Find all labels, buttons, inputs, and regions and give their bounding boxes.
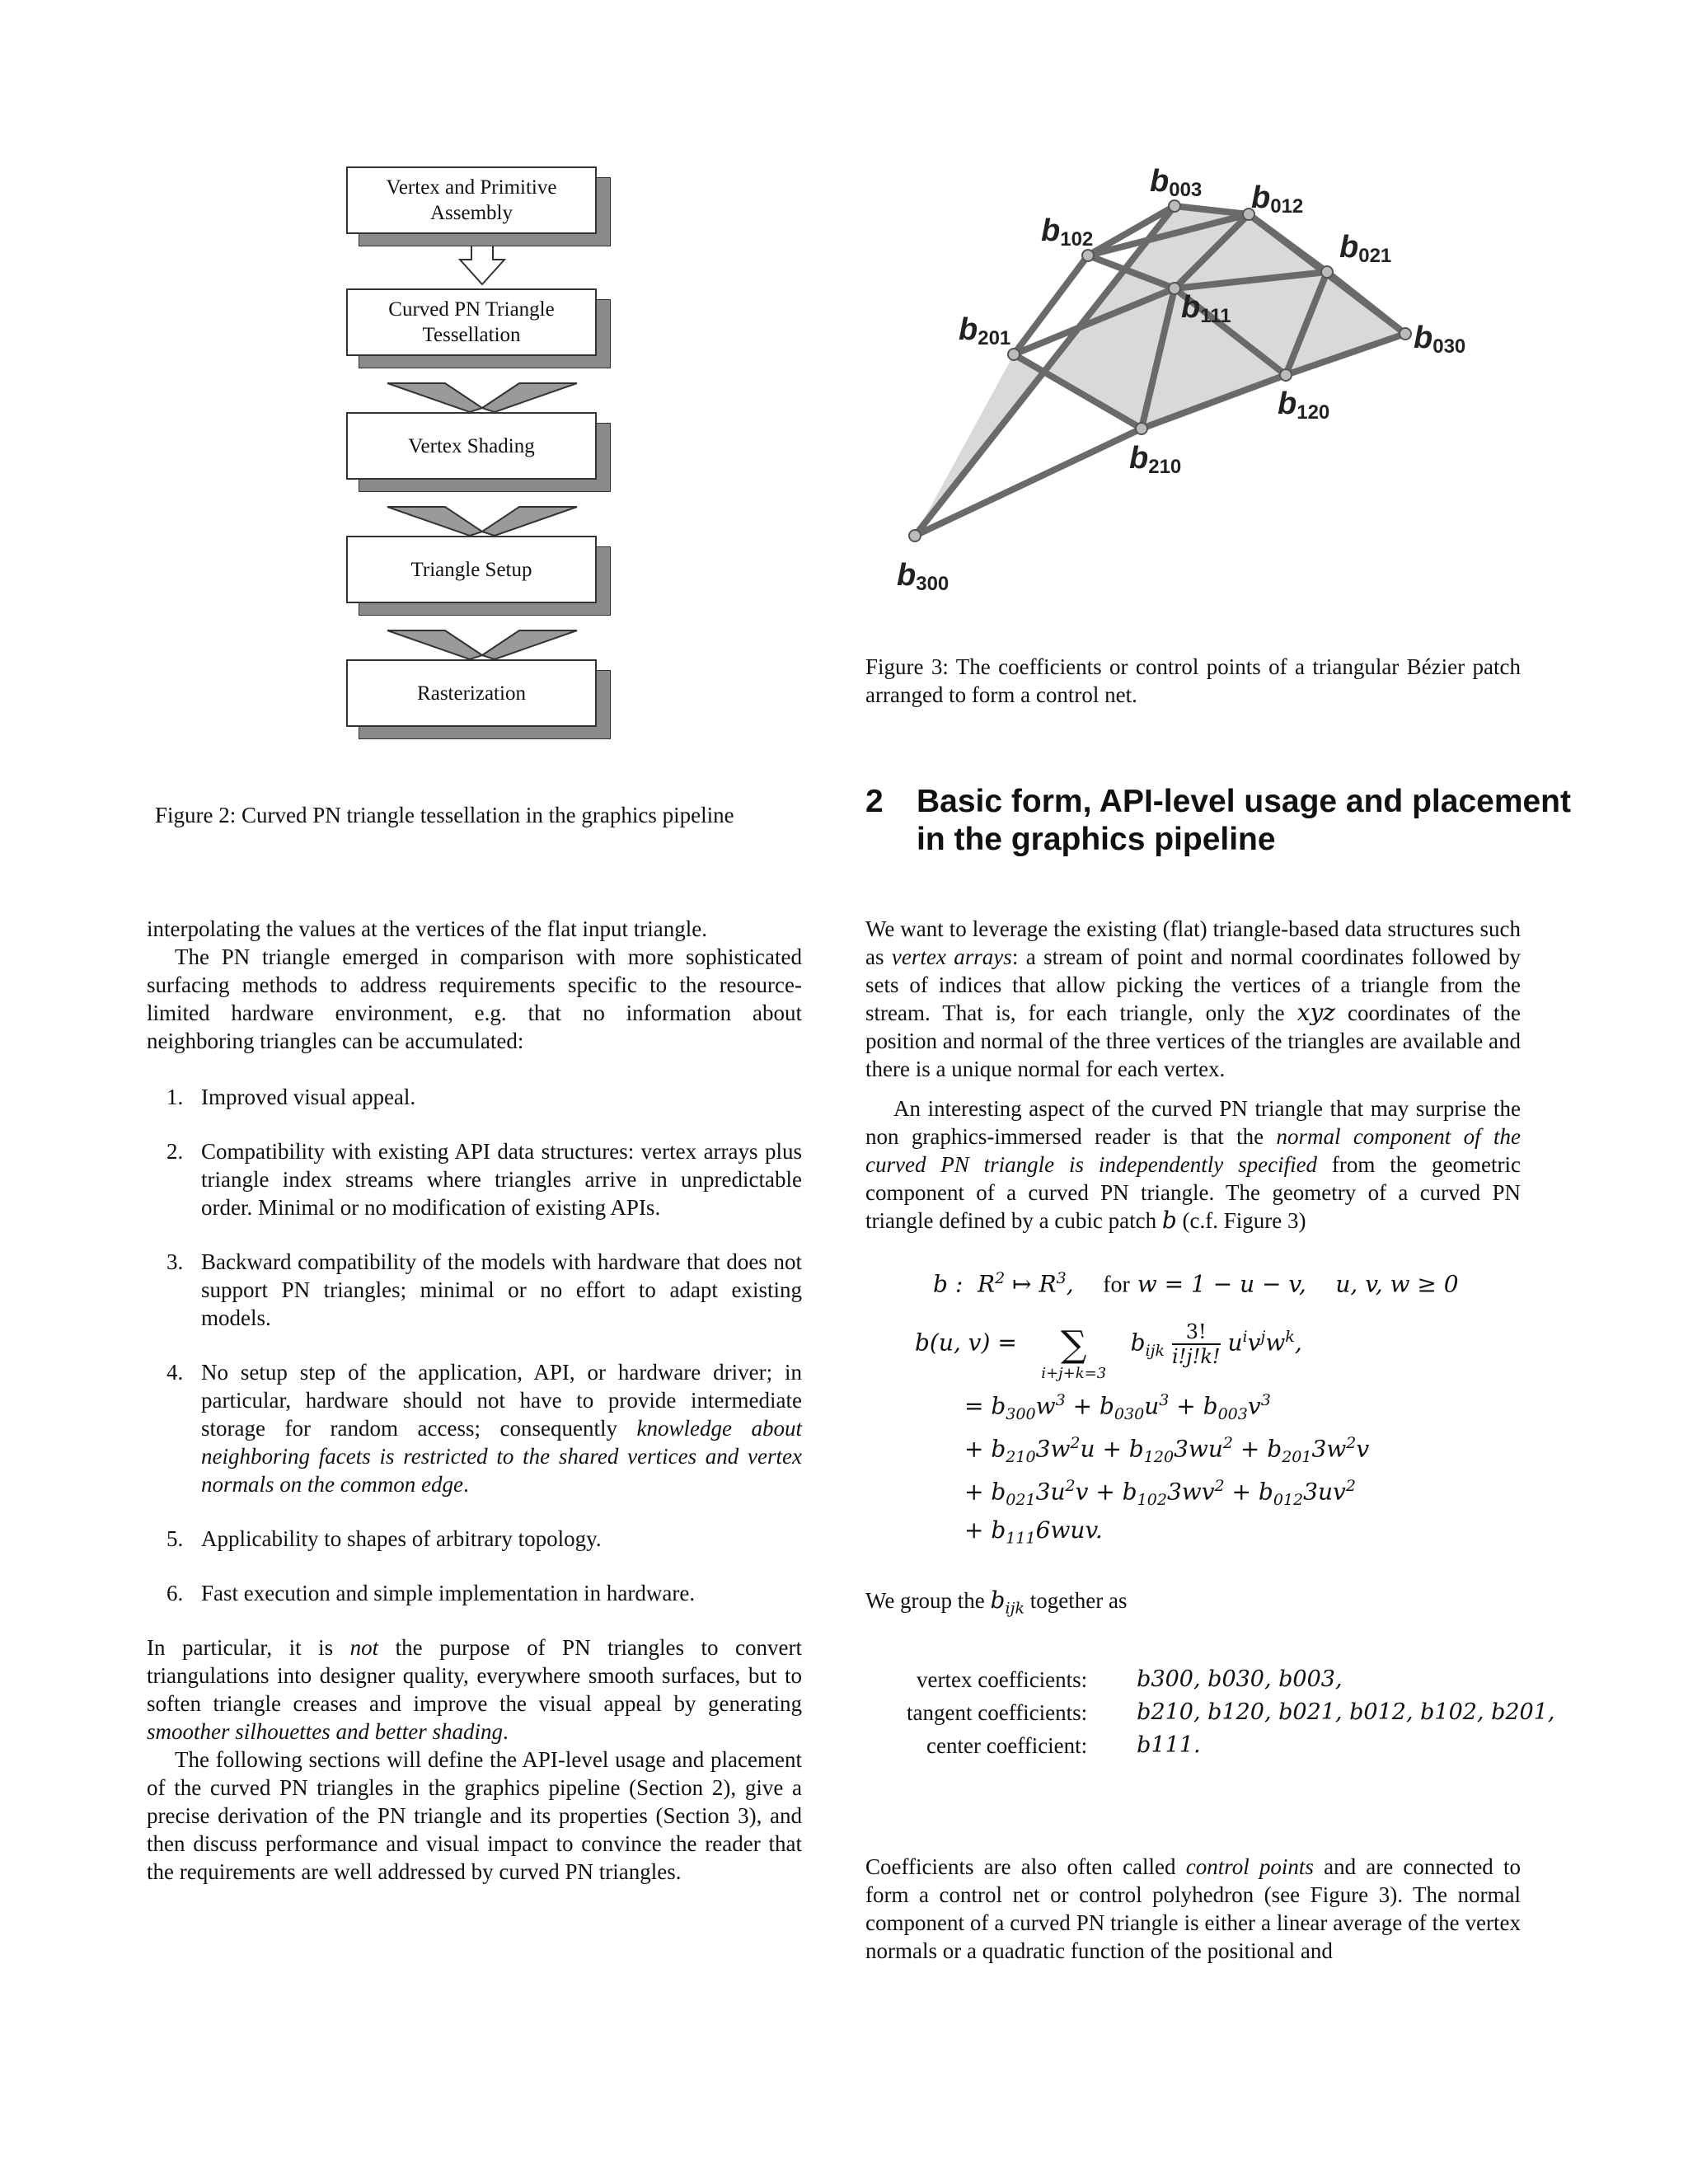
section-number: 2 (865, 784, 884, 819)
flow-box-vertex-shading: Vertex Shading (346, 412, 597, 480)
figure-2-caption: Figure 2: Curved PN triangle tessellation in the graphics pipeline (155, 803, 734, 827)
coefficient-table (907, 1663, 1555, 1762)
right-column (865, 915, 1521, 1235)
control-net-diagram (874, 157, 1500, 618)
flow-arrow-3 (387, 507, 577, 536)
flow-arrow-1 (460, 235, 504, 284)
equation-line-3: + $b_{021}3u^2v + b_{102}3wv^2 + b_{012}3uv^2$ (964, 1477, 1356, 1509)
node-b030 (1400, 328, 1411, 340)
label-b012: b012 (1251, 180, 1304, 218)
right-paragraph-4: Coefficients are also often called control points and are connected to form a control net or control polyhedron (see Figure 3). The normal component of a curved PN triangle is either a linear average of the vertex normals or a quadratic function of the positional and (865, 1854, 1521, 1963)
left-paragraph-3: In particular, it is not the purpose of PN triangles to convert triangulations into designer quality, everywhere smooth surfaces, but to soften triangle creases and improve the visual appeal by generating smoother silhouettes and better shading. (147, 1635, 802, 1744)
label-b003: b003 (1150, 164, 1203, 201)
coefficient-row: center coefficient: b111. (926, 1732, 1201, 1758)
flow-arrow-4 (387, 630, 577, 659)
node-b201 (1008, 349, 1020, 360)
label-b030: b030 (1414, 321, 1466, 358)
node-b111 (1169, 283, 1180, 294)
requirement-item: 2. Compatibility with existing API data structures: vertex arrays plus triangle index streams where triangles arrive in unpredictable order. Minimal or no modification of existing APIs. (166, 1139, 802, 1220)
equation-sum: b(u, v) = ∑ i+j+k=3 $b_{ijk}$ $\frac{3!}{i!j!k!}$ $u^iv^jw^k$, (915, 1320, 1302, 1382)
label-b021: b021 (1339, 230, 1392, 267)
label-b120: b120 (1278, 387, 1330, 424)
node-b120 (1280, 369, 1292, 381)
flow-arrow-2 (387, 383, 577, 412)
label-b210: b210 (1129, 441, 1182, 478)
right-paragraph-2: An interesting aspect of the curved PN triangle that may surprise the non graphics-immersed reader is that the normal component of the curved PN triangle is independently specified from the geometric component of a curved PN triangle. The geometry of a curved PN triangle defined by a cubic patch b (c.f. Figure 3) (865, 1096, 1521, 1234)
node-b021 (1321, 266, 1333, 278)
requirements-list (147, 1083, 802, 1607)
section-title: Basic form, API-level usage and placement in the graphics pipeline (917, 784, 1571, 857)
node-b102 (1082, 250, 1094, 261)
equation-line-1: = $b_{300}w^3 + b_{030}u^3 + b_{003}v^3$ (964, 1391, 1271, 1423)
right-paragraph-1: We want to leverage the existing (flat) triangle-based data structures such as vertex arrays: a stream of point and normal coordinates followed by sets of indices that allow picking the vertices of a triangle from the stream. That is, for each triangle, only the xyz coordinates of the position and normal of the three vertices of the triangles are available and there is a unique normal for each vertex. (865, 916, 1522, 1081)
equation-line-4: + $b_{111}6wuv$. (964, 1516, 1103, 1548)
label-b102: b102 (1041, 213, 1094, 251)
left-paragraph-2: The PN triangle emerged in comparison with more sophisticated surfacing methods to address requirements specific to the resource-limited hardware environment, e.g. that no information about neighboring triangles can be accumulated: (147, 944, 802, 1053)
node-b003 (1169, 200, 1180, 212)
requirement-item: 6. Fast execution and simple implementation in hardware. (166, 1581, 696, 1605)
left-paragraph-4: The following sections will define the API-level usage and placement of the curved PN triangles in the graphics pipeline (Section 2), give a precise derivation of the PN triangle and its properties (Section 3), and then discuss performance and visual impact to convince the reader that the requirements are well addressed by curved PN triangles. (147, 1747, 802, 1884)
flow-box-triangle-setup: Triangle Setup (346, 536, 597, 603)
right-paragraph-3: We group the $b_{ijk}$ together as (865, 1586, 1128, 1618)
equation-line-2: + $b_{210}3w^2u + b_{120}3wu^2 + b_{201}3w^2v$ (964, 1434, 1370, 1466)
label-b300: b300 (897, 558, 950, 595)
node-b210 (1136, 423, 1147, 434)
requirement-item: 3. Backward compatibility of the models with hardware that does not support PN triangles; minimal or no effort to adapt existing models. (166, 1249, 802, 1330)
section-2-heading (865, 783, 1571, 865)
requirement-item: 4. No setup step of the application, API, or hardware driver; in particular, hardware should not have to provide intermediate storage for random access; consequently knowledge about neighboring facets is restricted to the shared vertices and vertex normals on the common edge. (166, 1360, 802, 1497)
equation-block (907, 1269, 1533, 1549)
coefficient-row: vertex coefficients: b300, b030, b003, (917, 1666, 1343, 1692)
label-b111: b111 (1181, 290, 1231, 327)
flow-box-pn-tessellation: Curved PN Triangle Tessellation (346, 288, 597, 356)
left-paragraph-1: interpolating the values at the vertices of the flat input triangle. (147, 916, 708, 941)
figure-3-caption: Figure 3: The coefficients or control points of a triangular Bézier patch arranged to form a control net. (865, 654, 1521, 707)
node-b300 (909, 530, 921, 541)
requirement-item: 1. Improved visual appeal. (166, 1085, 416, 1109)
label-b201: b201 (959, 312, 1011, 349)
equation-domain: b : $R^2$ ↦ $R^3$, for w = 1 − u − v, u, v, w ≥ 0 (933, 1269, 1459, 1298)
coefficient-row: tangent coefficients: b210, b120, b021, b012, b102, b201, (907, 1699, 1555, 1725)
requirement-item: 5. Applicability to shapes of arbitrary topology. (166, 1526, 602, 1551)
flow-box-vertex-assembly: Vertex and Primitive Assembly (346, 166, 597, 234)
flow-box-rasterization: Rasterization (346, 659, 597, 727)
left-column (147, 915, 802, 1886)
